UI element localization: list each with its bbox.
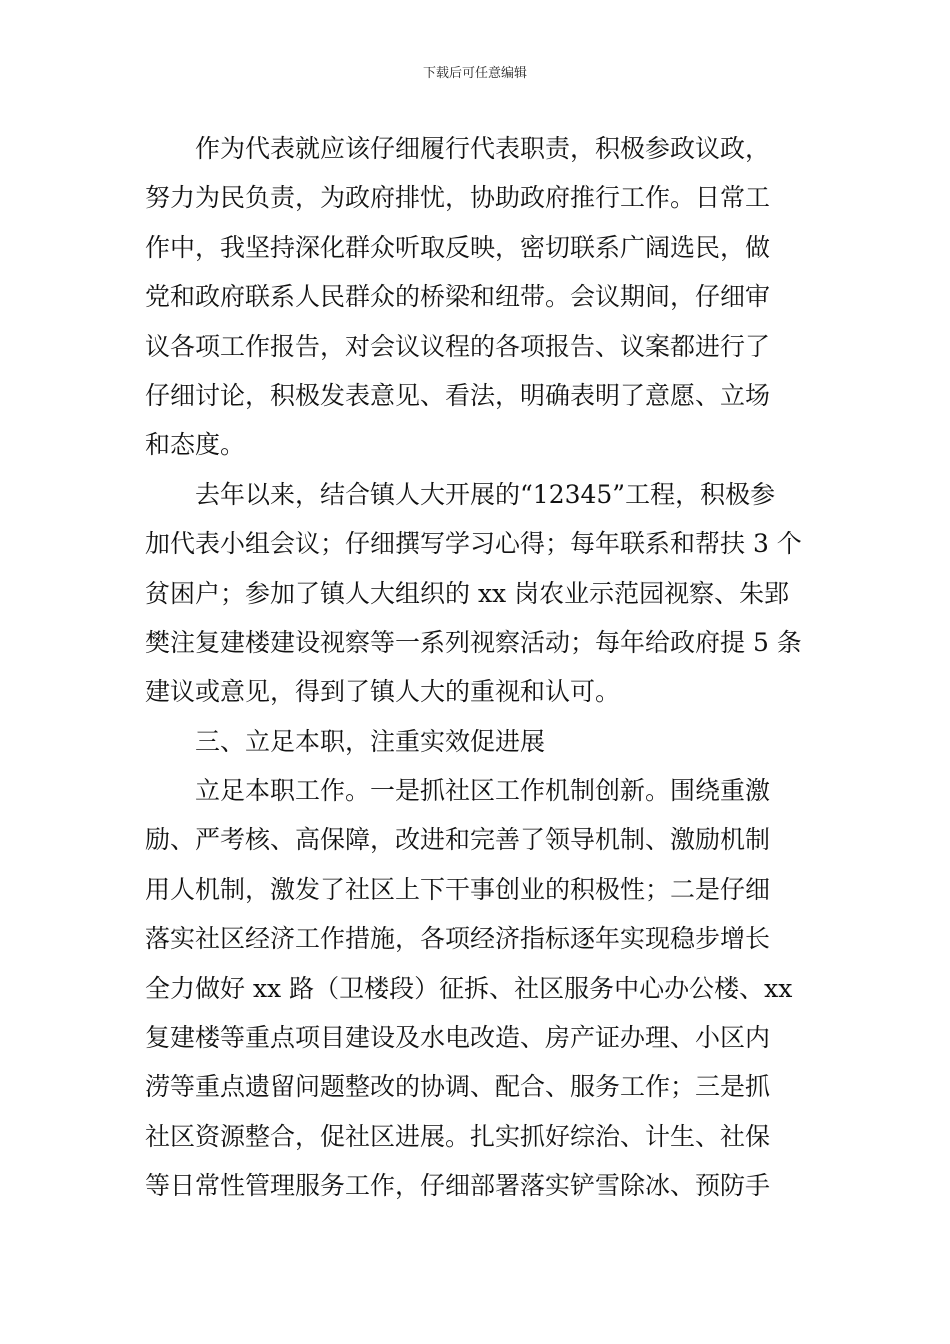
paragraph-line: 全力做好 xx 路（卫楼段）征拆、社区服务中心办公楼、xx [145,973,793,1003]
paragraph-line: 作中，我坚持深化群众听取反映，密切联系广阔选民，做 [145,232,771,262]
document-body [145,124,810,1211]
paragraph-line: 议各项工作报告，对会议议程的各项报告、议案都进行了 [145,331,771,361]
paragraph-line: 努力为民负责，为政府排忧，协助政府推行工作。日常工 [145,183,771,213]
paragraph-line: 樊注复建楼建设视察等一系列视察活动；每年给政府提 5 条 [145,627,802,657]
paragraph-line: 党和政府联系人民群众的桥梁和纽带。会议期间，仔细审 [145,282,771,312]
paragraph-line: 励、严考核、高保障，改进和完善了领导机制、激励机制 [145,825,771,855]
paragraph-line: 复建楼等重点项目建设及水电改造、房产证办理、小区内 [145,1023,771,1053]
paragraph-line: 社区资源整合，促社区进展。扎实抓好综治、计生、社保 [145,1121,771,1151]
paragraph-line: 等日常性管理服务工作，仔细部署落实铲雪除冰、预防手 [145,1171,771,1201]
paragraph-line: 涝等重点遗留问题整改的协调、配合、服务工作；三是抓 [145,1072,771,1102]
paragraph-line: 用人机制，激发了社区上下干事创业的积极性；二是仔细 [145,874,771,904]
paragraph-line: 加代表小组会议；仔细撰写学习心得；每年联系和帮扶 3 个 [145,529,802,559]
header-note: 下载后可任意编辑 [422,66,527,81]
paragraph-line: 仔细讨论，积极发表意见、看法，明确表明了意愿、立场 [145,380,771,410]
paragraph-line: 贫困户；参加了镇人大组织的 xx 岗农业示范园视察、朱郢 [145,578,790,608]
paragraph-line: 去年以来，结合镇人大开展的“12345”工程，积极参 [195,479,776,509]
paragraph-line: 落实社区经济工作措施，各项经济指标逐年实现稳步增长 [145,924,771,954]
section-heading: 三、立足本职，注重实效促进展 [195,726,546,756]
paragraph-line: 和态度。 [145,430,246,460]
paragraph-line: 作为代表就应该仔细履行代表职责，积极参政议政， [195,134,771,163]
paragraph-line: 立足本职工作。一是抓社区工作机制创新。围绕重激 [195,776,771,806]
paragraph-line: 建议或意见，得到了镇人大的重视和认可。 [145,677,621,707]
